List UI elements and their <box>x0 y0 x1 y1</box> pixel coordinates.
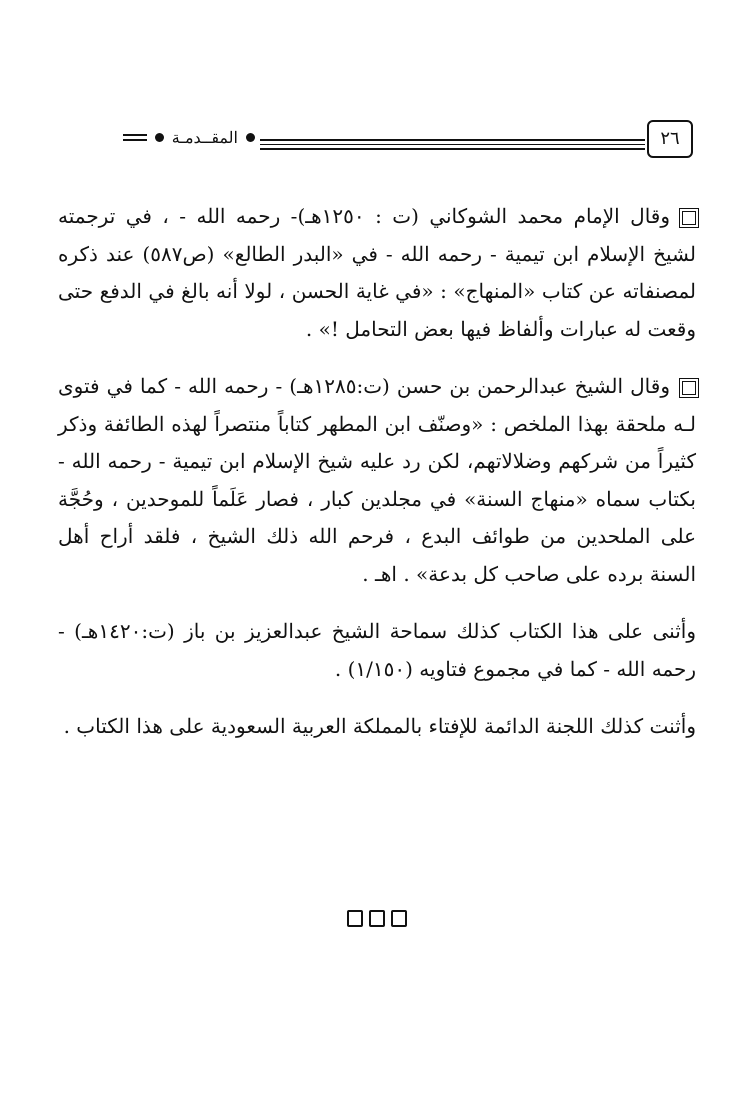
square-bullet-icon <box>682 211 696 225</box>
double-line-icon <box>123 131 147 144</box>
square-ornament-icon <box>391 910 407 927</box>
paragraph-text: وقال الشيخ عبدالرحمن بن حسن (ت:١٢٨٥هـ) - رحمه الله - كما في فتوى لـه ملحقة بهذا الملخص : «وصنّف ابن المطهر كتاباً منتصراً لهذه الطائفة وذكر كثيراً من شركهم وضلالاتهم، لكن رد عليه شيخ الإسلام ابن تيمية - رحمه الله - بكتاب سماه «منهاج السنة» في مجلدين كبار ، فصار عَلَماً للموحدين ، وحُجَّة على الملحدين من طوائف البدع ، فرحم الله ذلك الشيخ ، فلقد أراح أهل السنة برده على صاحب كل بدعة» . اهـ . <box>58 374 696 586</box>
page-body <box>58 198 696 766</box>
paragraph-text: وأثنى على هذا الكتاب كذلك سماحة الشيخ عبدالعزيز بن باز (ت:١٤٢٠هـ) - رحمه الله - كما في مجموع فتاويه (١/١٥٠) . <box>58 619 696 681</box>
bullet-dot-icon <box>155 133 164 142</box>
paragraph <box>58 198 696 348</box>
header-rule <box>260 139 645 141</box>
paragraph-text: وأثنت كذلك اللجنة الدائمة للإفتاء بالمملكة العربية السعودية على هذا الكتاب . <box>63 714 696 738</box>
header-rule <box>260 144 645 145</box>
bullet-dot-icon <box>246 133 255 142</box>
paragraph <box>58 708 696 746</box>
page-header <box>55 120 695 160</box>
paragraph <box>58 368 696 593</box>
square-ornament-icon <box>347 910 363 927</box>
page-number: ٢٦ <box>647 120 693 158</box>
section-end-mark <box>0 910 754 931</box>
square-bullet-icon <box>682 381 696 395</box>
paragraph <box>58 613 696 688</box>
paragraph-text: وقال الإمام محمد الشوكاني (ت : ١٢٥٠هـ)- رحمه الله - ، في ترجمته لشيخ الإسلام ابن تيمية - رحمه الله - في «البدر الطالع» (ص٥٨٧) عند ذكره لمصنفاته عن كتاب «المنهاج» : «في غاية الحسن ، لولا أنه بالغ في الدفع حتى وقعت له عبارات وألفاظ فيها بعض التحامل !» . <box>58 204 696 341</box>
chapter-title: المقــدمـة <box>171 128 238 147</box>
header-rule <box>260 148 645 150</box>
chapter-heading <box>55 128 255 147</box>
square-ornament-icon <box>369 910 385 927</box>
